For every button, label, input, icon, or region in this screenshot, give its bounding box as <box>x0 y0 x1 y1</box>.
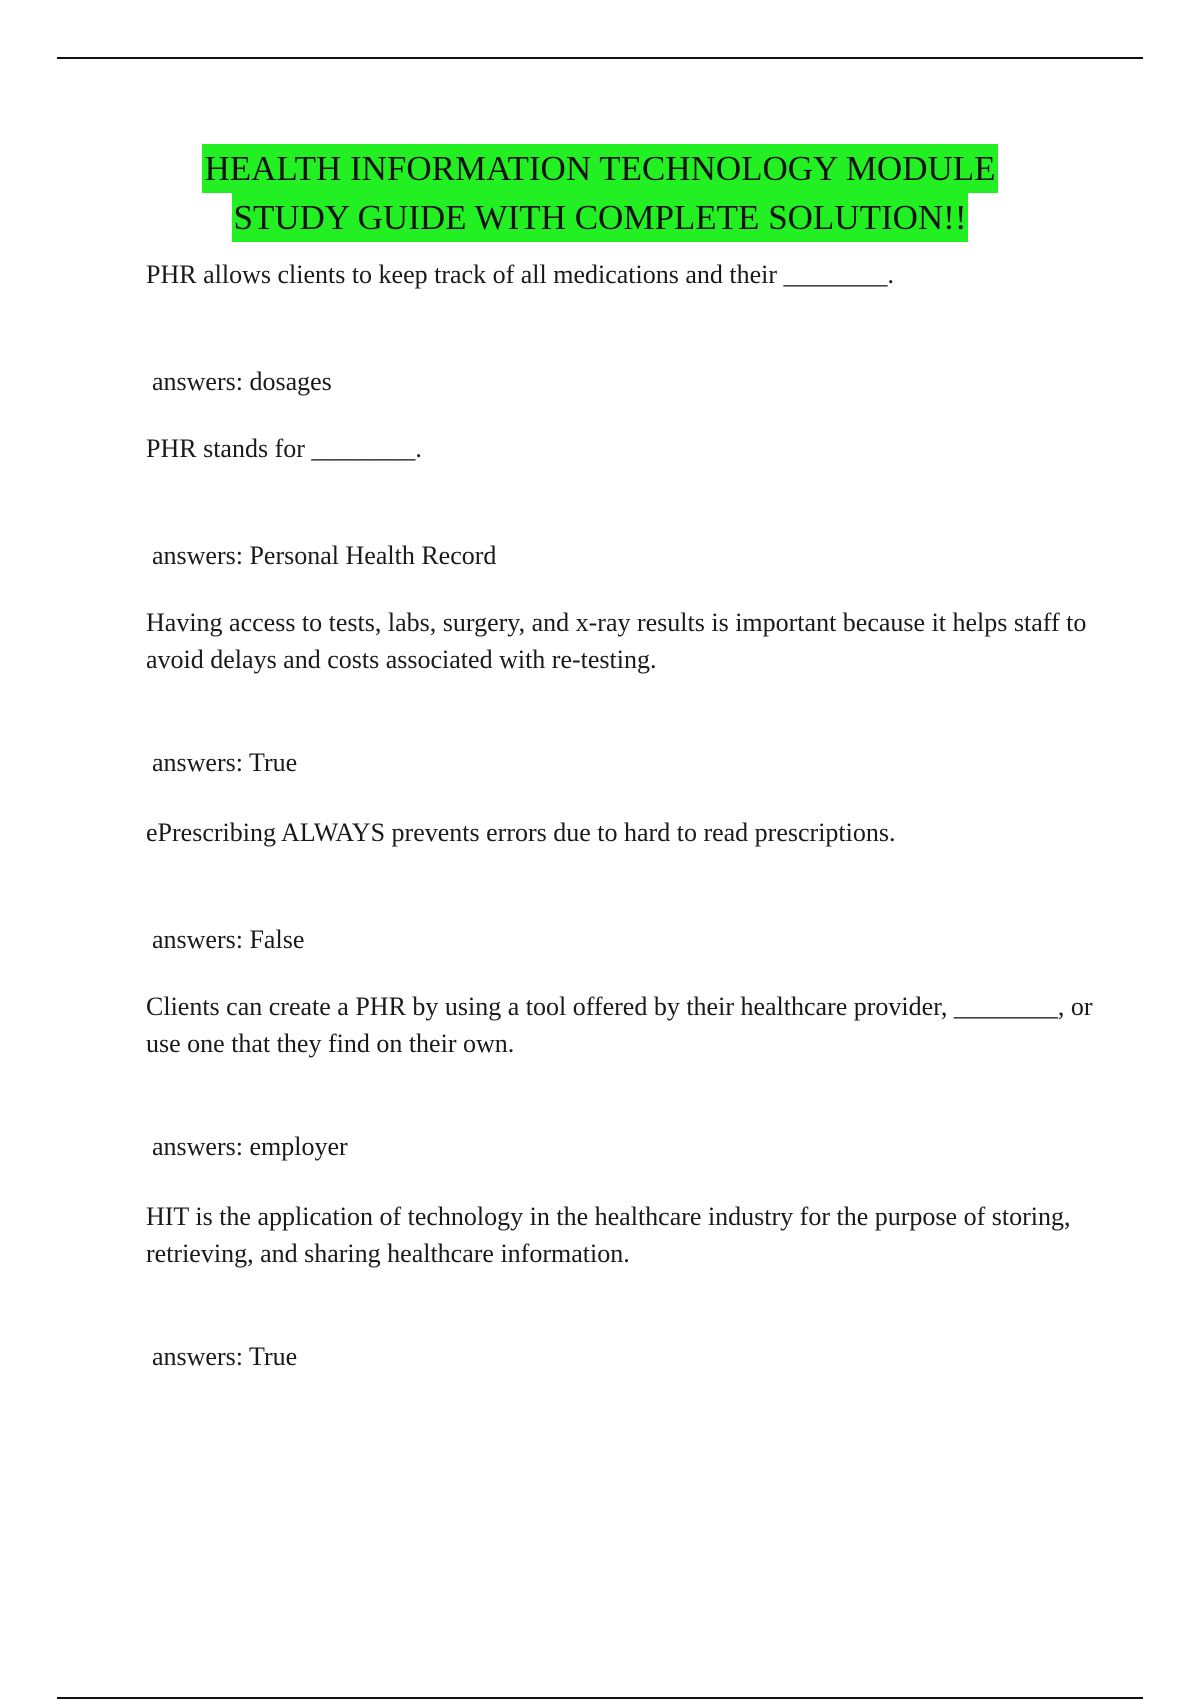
question-text: ePrescribing ALWAYS prevents errors due to hard to read prescriptions. <box>146 818 896 847</box>
qa-item-1 <box>146 256 1106 396</box>
answer-text: answers: False <box>152 925 305 954</box>
qa-item-3 <box>146 604 1106 777</box>
question-text: PHR allows clients to keep track of all medications and their ________. <box>146 260 895 289</box>
answer-text: answers: True <box>152 748 298 777</box>
answer-text: answers: Personal Health Record <box>152 541 497 570</box>
title-line-1: HEALTH INFORMATION TECHNOLOGY MODULE <box>202 144 997 193</box>
question-text: HIT is the application of technology in the healthcare industry for the purpose of storing, retrieving, and sharing healthcare information. <box>146 1202 1071 1268</box>
answer-text: answers: dosages <box>152 367 332 396</box>
qa-item-2 <box>146 430 1106 570</box>
question-text: Having access to tests, labs, surgery, and x-ray results is important because it helps staff to avoid delays and costs associated with re-testing. <box>146 608 1087 674</box>
question-text: Clients can create a PHR by using a tool offered by their healthcare provider, ________, or use one that they find on their own. <box>146 992 1093 1058</box>
question-text: PHR stands for ________. <box>146 434 422 463</box>
qa-item-5 <box>146 988 1106 1161</box>
qa-item-4 <box>146 814 1106 954</box>
title-line-2: STUDY GUIDE WITH COMPLETE SOLUTION!! <box>232 193 969 242</box>
answer-text: answers: True <box>152 1342 298 1371</box>
document-title <box>0 144 1200 242</box>
bottom-rule <box>57 1697 1143 1699</box>
qa-item-6 <box>146 1198 1106 1371</box>
answer-text: answers: employer <box>152 1132 348 1161</box>
top-rule <box>57 57 1143 59</box>
